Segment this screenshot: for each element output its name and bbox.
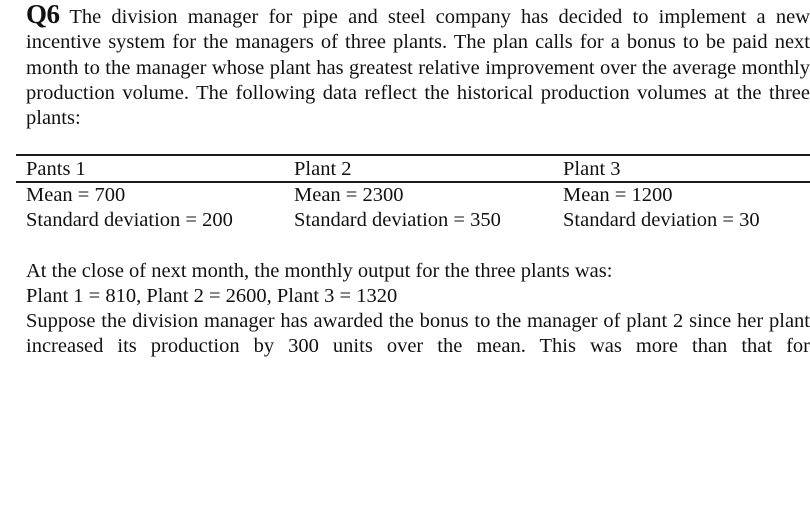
plant-2-sd: Standard deviation = 350 bbox=[294, 209, 501, 231]
close-of-month-line: At the close of next month, the monthly output for the three plants was: bbox=[26, 260, 613, 282]
column-header: Plant 3 bbox=[563, 158, 621, 180]
plant-1-mean: Mean = 700 bbox=[26, 184, 126, 206]
table-column-plant-3 bbox=[563, 156, 760, 233]
plant-3-sd: Standard deviation = 30 bbox=[563, 209, 760, 231]
column-header: Plant 2 bbox=[294, 158, 352, 180]
monthly-output-values: Plant 1 = 810, Plant 2 = 2600, Plant 3 = 1320 bbox=[26, 285, 398, 307]
question-intro-text: The division manager for pipe and steel company has decided to implement a new incentive system for the managers of three plants. The plan calls for a bonus to be paid next month to the manager whose plant has greatest relative improvement over the average monthly production volume. The following data reflect the historical production volumes at the three plants: bbox=[26, 6, 810, 130]
question-number: Q6 bbox=[26, 0, 60, 29]
suppose-paragraph: Suppose the division manager has awarded the bonus to the manager of plant 2 since her plant increased its production by 300 units over the mean. This was more than that for bbox=[26, 310, 810, 357]
column-header: Pants 1 bbox=[26, 158, 86, 180]
question-intro-paragraph bbox=[26, 2, 810, 131]
plant-1-sd: Standard deviation = 200 bbox=[26, 209, 233, 231]
table-column-plant-1 bbox=[26, 156, 233, 233]
plant-3-mean: Mean = 1200 bbox=[563, 184, 673, 206]
plant-2-mean: Mean = 2300 bbox=[294, 184, 404, 206]
table-column-plant-2 bbox=[294, 156, 501, 233]
